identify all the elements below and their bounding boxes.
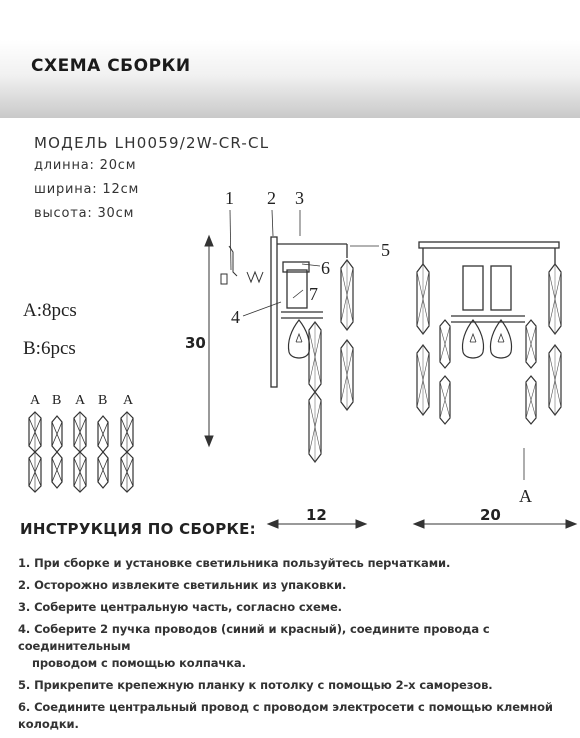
side-view-bulb xyxy=(288,320,309,358)
spec-length: длинна: 20см xyxy=(34,158,137,173)
part-b-count: B:6pcs xyxy=(23,338,76,359)
model-name: МОДЕЛЬ LH0059/2W-CR-CL xyxy=(34,134,270,152)
instruction-step: 5. Прикрепите крепежную планку к потолку с помощью 2-х саморезов. xyxy=(18,678,493,692)
front-crystal-inner-right-lower xyxy=(526,376,536,424)
header-band xyxy=(0,40,580,118)
crystal-b-top xyxy=(98,416,108,452)
spec-height: высота: 30см xyxy=(34,206,135,221)
front-crystal-right-lower xyxy=(549,345,561,415)
callout-5: 5 xyxy=(381,240,390,260)
callout-4: 4 xyxy=(231,307,240,327)
crystal-b-bottom xyxy=(98,452,108,488)
front-crystal-left-lower xyxy=(417,345,429,415)
height-dimension xyxy=(205,236,213,446)
instruction-step: 3. Соберите центральную часть, согласно схеме. xyxy=(18,600,342,614)
assembly-diagram xyxy=(185,180,575,525)
side-crystal-upper xyxy=(341,260,353,330)
crystal-pendants-legend xyxy=(15,390,155,500)
instruction-step: 2. Осторожно извлеките светильник из упаковки. xyxy=(18,578,347,592)
callout-3: 3 xyxy=(295,188,304,208)
crystal-a-top xyxy=(74,412,86,452)
front-view-fixture xyxy=(419,242,559,322)
instruction-step: 4. Соберите 2 пучка проводов (синий и красный), соедините провода с соединительным проводом с помощью колпачка. xyxy=(18,622,490,670)
side-crystal-inner-upper xyxy=(309,322,321,392)
instruction-step: 1. При сборке и установке светильника пользуйтесь перчатками. xyxy=(18,556,451,570)
crystal-a-top xyxy=(29,412,41,452)
callout-1: 1 xyxy=(225,188,234,208)
callout-6: 6 xyxy=(321,258,330,278)
instruction-step: 6. Соедините центральный провод с проводом электросети с помощью клемной колодки. xyxy=(18,700,553,731)
crystal-a-bottom xyxy=(29,452,41,492)
crystal-label-4: B xyxy=(98,393,108,408)
crystal-a-top xyxy=(121,412,133,452)
crystal-b-bottom xyxy=(52,452,62,488)
callout-7: 7 xyxy=(309,284,318,304)
front-bulb-right xyxy=(490,320,511,358)
instruction-steps xyxy=(18,555,578,738)
page-title: СХЕМА СБОРКИ xyxy=(31,56,191,76)
instructions-title: ИНСТРУКЦИЯ ПО СБОРКЕ: xyxy=(20,520,256,538)
part-a-count: A:8pcs xyxy=(23,300,77,321)
height-label: 30 xyxy=(185,334,206,352)
crystal-b-top xyxy=(52,416,62,452)
front-crystal-inner-left-lower xyxy=(440,376,450,424)
callout-2: 2 xyxy=(267,188,276,208)
spec-width: ширина: 12см xyxy=(34,182,140,197)
crystal-label-3: A xyxy=(75,393,86,408)
width-dimensions xyxy=(240,502,580,542)
crystal-label-1: A xyxy=(30,393,41,408)
crystal-label-2: B xyxy=(52,393,62,408)
front-crystal-right-upper xyxy=(549,264,561,334)
front-crystal-left-upper xyxy=(417,264,429,334)
mounting-screw-detail xyxy=(221,246,263,284)
leader-lines xyxy=(230,210,379,316)
crystal-a-callout: A xyxy=(519,486,532,506)
crystal-a-bottom xyxy=(74,452,86,492)
side-width-label: 12 xyxy=(306,506,327,524)
front-bulb-left xyxy=(462,320,483,358)
front-crystal-inner-left xyxy=(440,320,450,368)
crystal-a-bottom xyxy=(121,452,133,492)
front-crystal-inner-right xyxy=(526,320,536,368)
side-crystal-lower xyxy=(341,340,353,410)
crystal-label-5: A xyxy=(123,393,134,408)
side-crystal-inner-lower xyxy=(309,392,321,462)
front-width-label: 20 xyxy=(480,506,501,524)
